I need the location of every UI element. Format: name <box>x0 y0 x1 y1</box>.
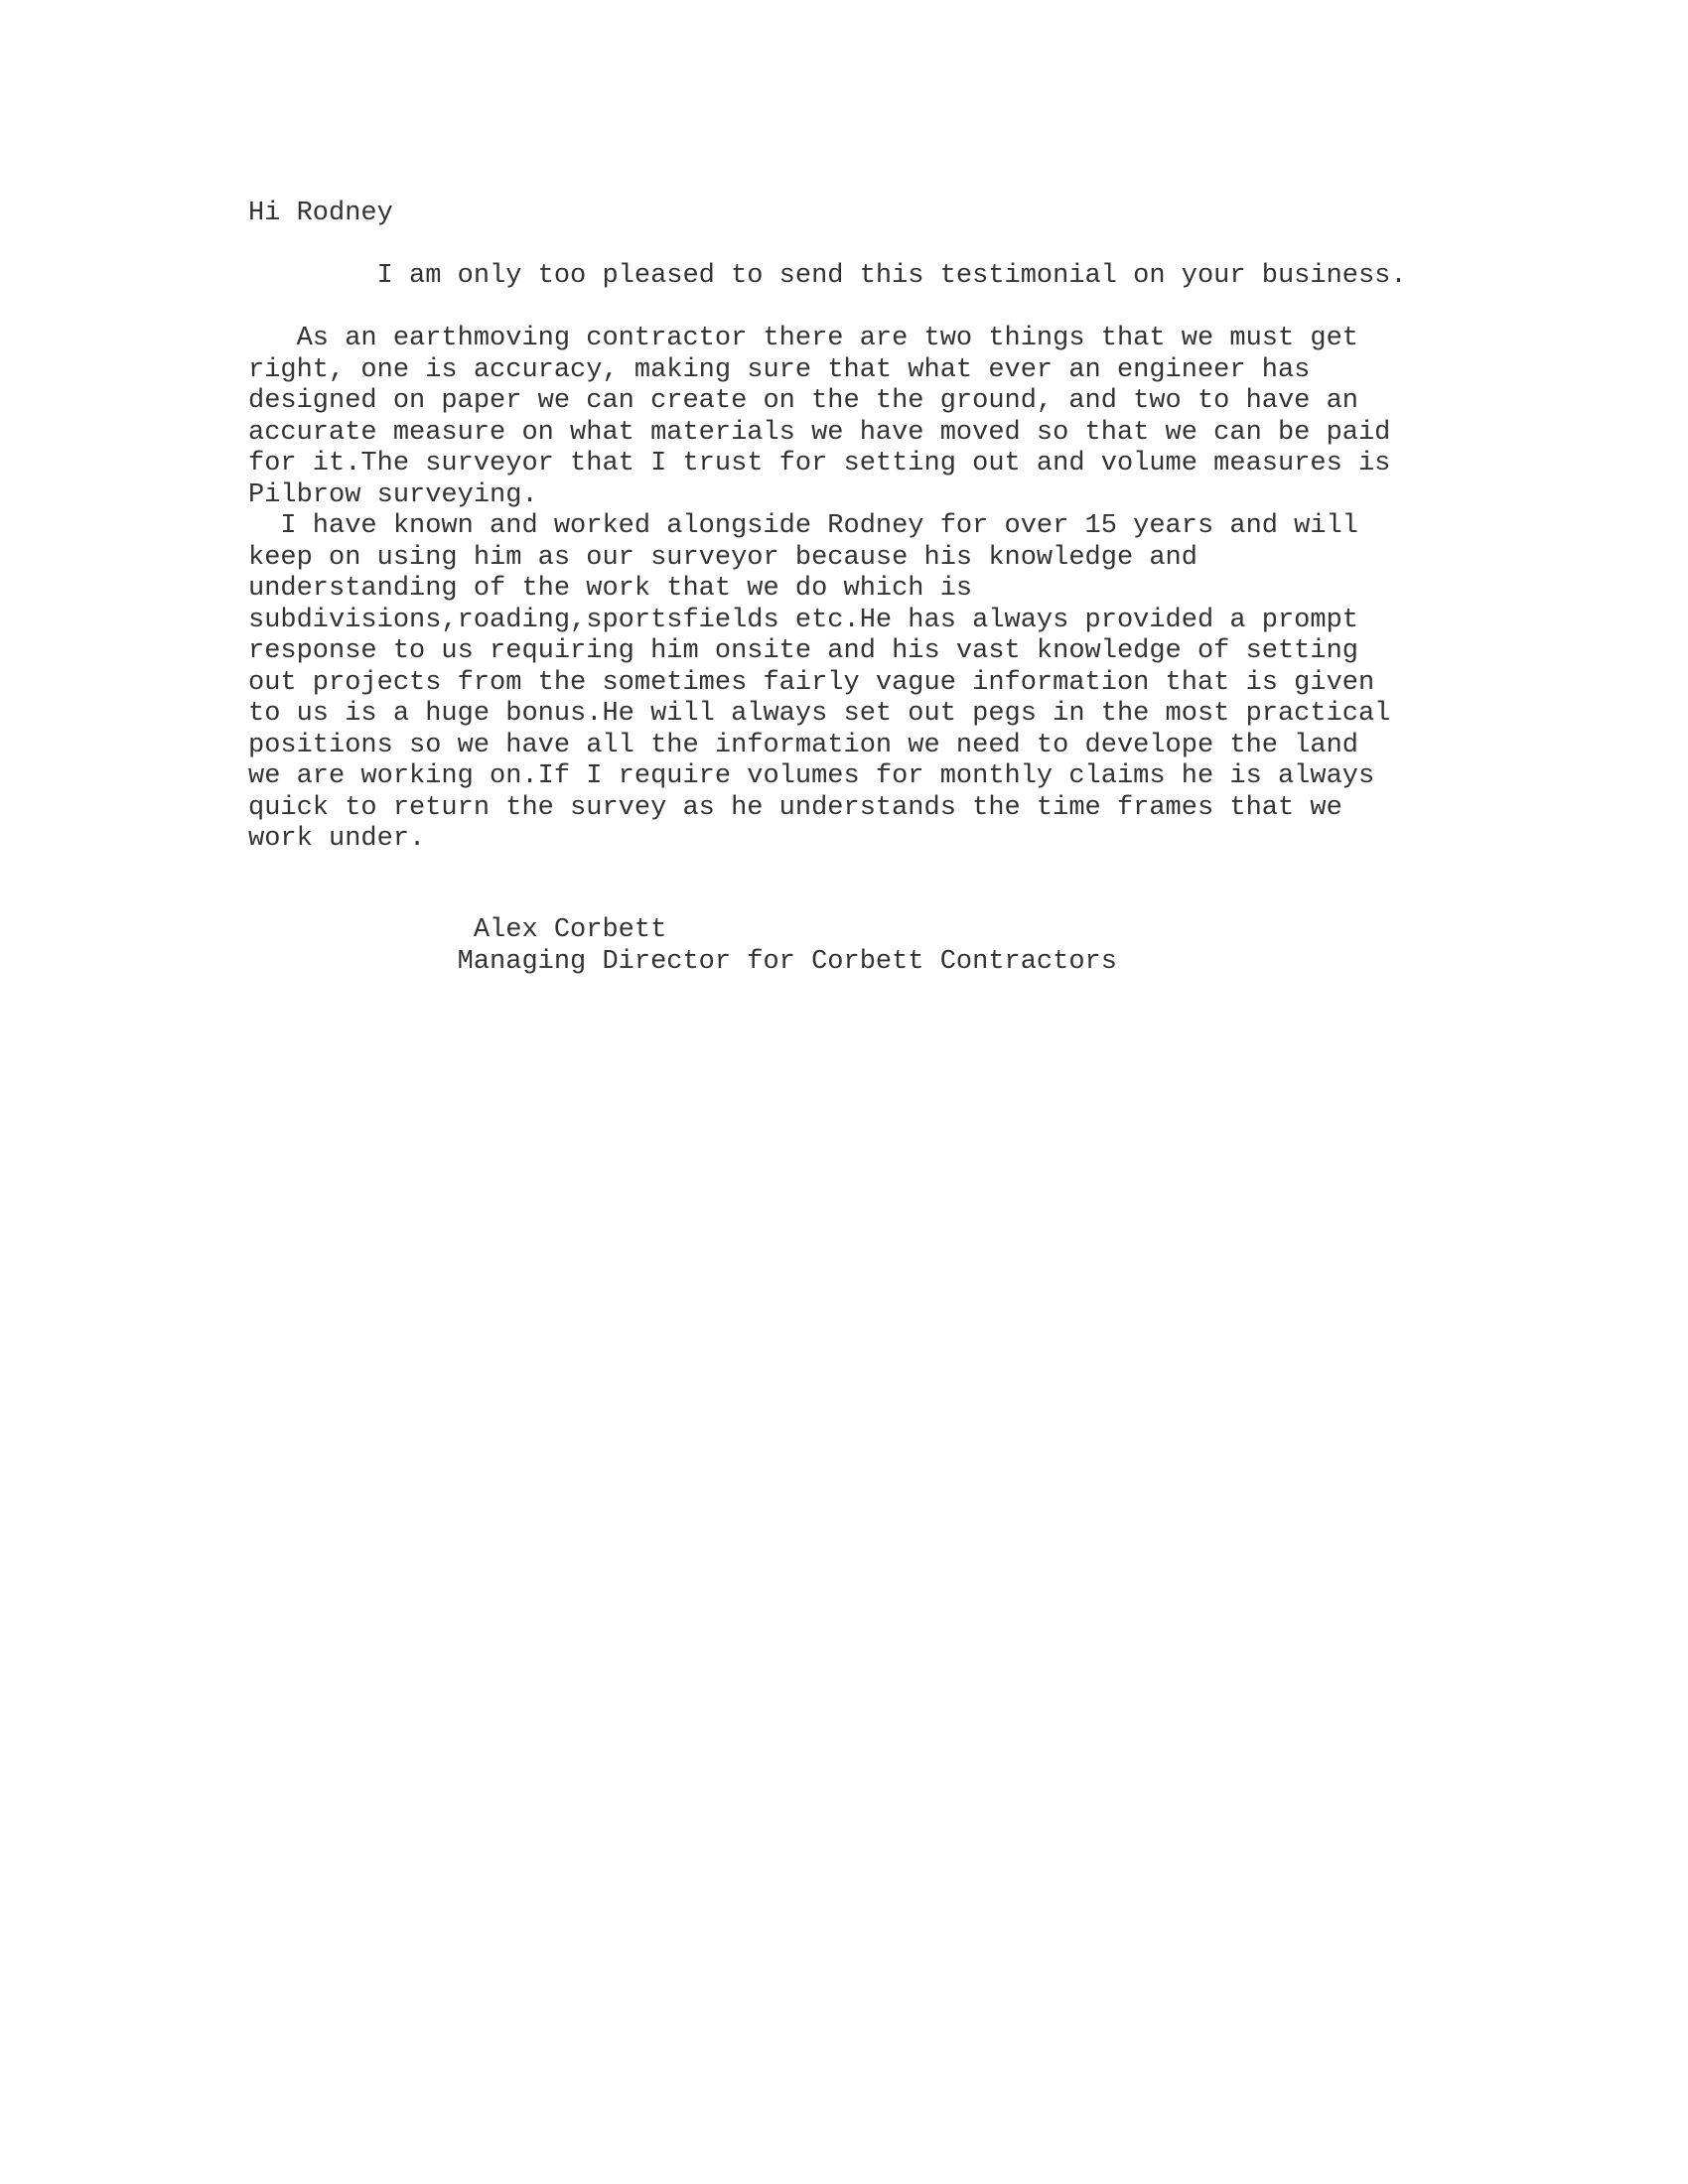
body-paragraph: As an earthmoving contractor there are two things that we must get right, one is accuracy, making sure that what ever an engineer has designed on paper we can create on the the ground, and two to have an accurate measure on what materials we have moved so that we can be paid for it.The surveyor that I trust for setting out and volume measures is Pilbrow surveying. I have known and worked alongside Rodney for over 15 years and will keep on using him as our surveyor because his knowledge and understanding of the work that we do which is subdivisions,roading,sportsfields etc.He has always provided a prompt response to us requiring him onsite and his vast knowledge of setting out projects from the sometimes fairly vague information that is given to us is a huge bonus.He will always set out pegs in the most practical positions so we have all the information we need to develope the land we are working on.If I require volumes for monthly claims he is always quick to return the survey as he understands the time frames that we work under. <box>248 324 1391 854</box>
greeting-line: Hi Rodney <box>248 199 393 228</box>
intro-paragraph: I am only too pleased to send this testimonial on your business. <box>248 261 1407 291</box>
signature-block: Alex Corbett Managing Director for Corbett Contractors <box>457 915 1117 977</box>
